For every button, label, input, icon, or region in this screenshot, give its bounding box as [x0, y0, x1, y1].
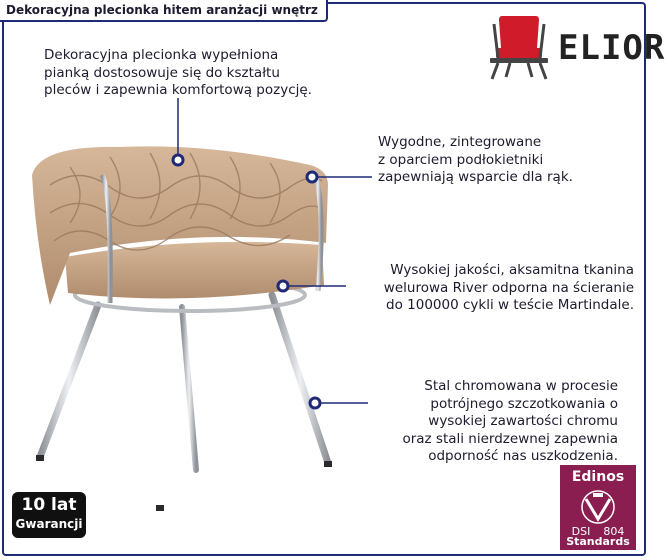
cert-label: Standards: [566, 535, 630, 548]
callout-line: pianką dostosowuje się do kształtu: [44, 64, 280, 81]
callout-line: wysokiej zawartości chromu: [428, 413, 618, 429]
callout-line: oraz stali nierdzewnej zapewnia: [402, 430, 618, 447]
callout-line: z oparciem podłokietniki: [378, 151, 544, 168]
callout-line: Dekoracyjna plecionka wypełniona: [44, 47, 279, 63]
warranty-label: Gwarancji: [15, 517, 83, 531]
cert-emblem-icon: [574, 487, 622, 527]
certification-badge: [560, 465, 636, 550]
warranty-years: 10 lat: [21, 495, 77, 515]
callout-steel: [372, 378, 618, 466]
cert-brand: Edinos: [571, 469, 625, 485]
page-title: Dekoracyjna plecionka hitem aranżacji wnętrz: [0, 0, 328, 22]
callout-line: Wygodne, zintegrowane: [378, 134, 542, 150]
chair-icon: [488, 14, 550, 80]
chair-image: [10, 95, 350, 525]
callout-weave: [44, 47, 374, 100]
callout-line: do 100000 cykli w teście Martindale.: [386, 297, 634, 313]
cert-code-right: 804: [603, 525, 625, 538]
callout-line: zapewniają wsparcie dla rąk.: [378, 169, 573, 185]
callout-line: Wysokiej jakości, aksamitna tkanina: [390, 262, 634, 278]
callout-line: potrójnego szczotkowania o: [430, 395, 618, 412]
callout-line: Stal chromowana w procesie: [424, 378, 618, 394]
warranty-badge: [12, 492, 86, 538]
brand-name: ELIOR: [558, 28, 665, 68]
callout-fabric: [349, 262, 634, 315]
callout-line: pleców i zapewnia komfortową pozycję.: [44, 82, 312, 98]
callout-armrests: [378, 134, 618, 187]
brand-logo: [488, 12, 665, 82]
callout-line: odporność nas uszkodzenia.: [428, 448, 618, 464]
cert-code-left: DSI: [571, 525, 591, 538]
callout-line: welurowa River odporna na ścieranie: [383, 279, 634, 296]
